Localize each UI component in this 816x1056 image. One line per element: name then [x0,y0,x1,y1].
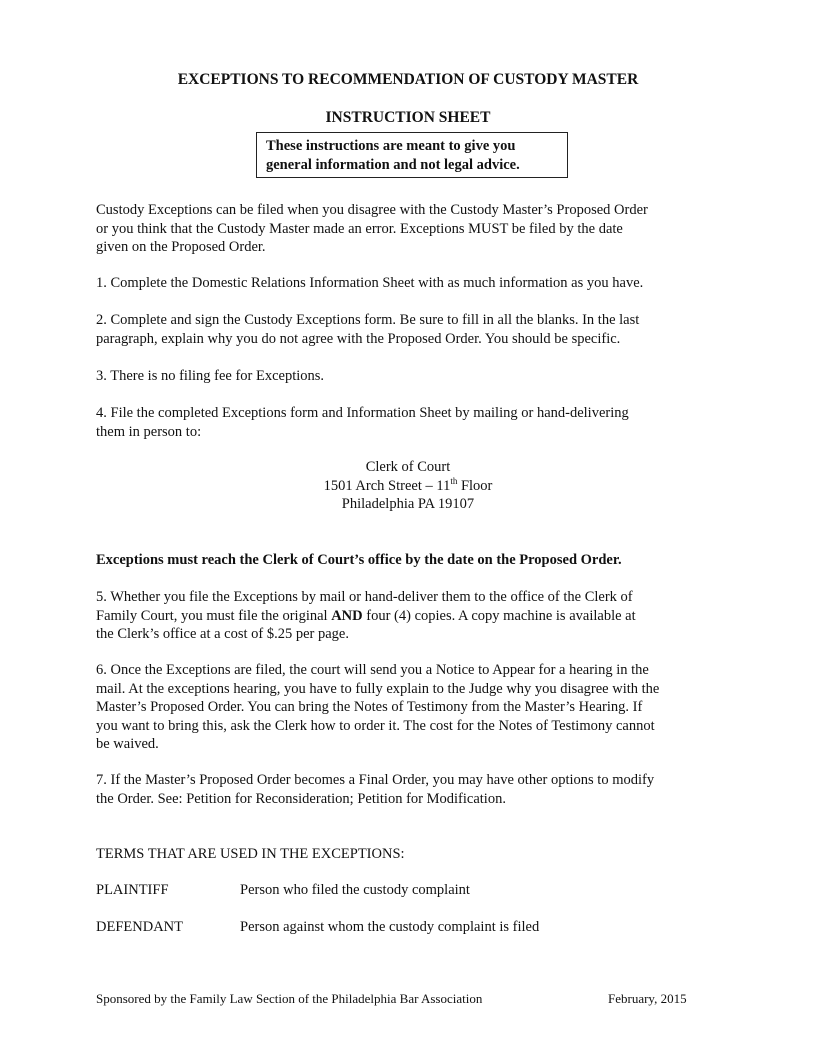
step-5-line-2 [96,607,736,626]
step-1-text: 1. Complete the Domestic Relations Information Sheet with as much information as you have. [96,275,644,291]
page-title: EXCEPTIONS TO RECOMMENDATION OF CUSTODY MASTER [177,71,639,88]
step-7-line-2: the Order. See: Petition for Reconsideration; Petition for Modification. [96,790,506,807]
term-row [96,882,736,899]
address-street-prefix: 1501 Arch Street – 11 [323,477,451,494]
step-5-line-1: 5. Whether you file the Exceptions by mail or hand-deliver them to the office of the Clerk of [96,589,633,605]
step-1 [96,274,736,293]
step-3-text: 3. There is no filing fee for Exceptions. [96,368,325,384]
step-3 [96,367,736,386]
step-5-line-3: the Clerk’s office at a cost of $.25 per page. [96,626,349,642]
footer-date: February, 2015 [608,991,687,1006]
step-5-emphasis: AND [331,607,363,624]
disclaimer-box [256,132,568,178]
intro-line-3: given on the Proposed Order. [96,239,266,255]
intro-line-2: or you think that the Custody Master made an error. Exceptions MUST be filed by the date [96,220,623,237]
step-6-line-1: 6. Once the Exceptions are filed, the court will send you a Notice to Appear for a hearing in the [96,662,649,678]
step-6-line-4: you want to bring this, ask the Clerk how to order it. The cost for the Notes of Testimony cannot [96,717,655,734]
disclaimer-line-2: general information and not legal advice. [266,157,520,173]
footer-sponsor: Sponsored by the Family Law Section of the Philadelphia Bar Association [96,991,483,1006]
step-4-line-2: them in person to: [96,423,202,440]
intro-line-1: Custody Exceptions can be filed when you disagree with the Custody Master’s Proposed Order [96,202,648,218]
address-street [0,477,816,496]
step-2 [96,311,736,348]
step-2-line-1: 2. Complete and sign the Custody Exceptions form. Be sure to fill in all the blanks. In the last [96,312,640,328]
step-6-line-2: mail. At the exceptions hearing, you have to fully explain to the Judge why you disagree with the [96,680,660,697]
intro-paragraph [96,201,736,257]
step-4-line-1: 4. File the completed Exceptions form and Information Sheet by mailing or hand-delivering [96,405,629,421]
step-7 [96,771,736,808]
step-6-line-3: Master’s Proposed Order. You can bring the Notes of Testimony from the Master’s Hearing. If [96,699,643,715]
clerk-address [0,458,816,514]
step-5-line-2-pre: Family Court, you must file the original [96,607,332,624]
step-6-line-5: be waived. [96,736,159,752]
term-row [96,919,736,936]
term-definition: Person who filed the custody complaint [240,882,470,898]
step-6 [96,661,736,754]
step-5-line-2-post: four (4) copies. A copy machine is available at [362,607,636,624]
deadline-warning: Exceptions must reach the Clerk of Court’s office by the date on the Proposed Order. [96,552,622,568]
address-street-suffix: Floor [457,477,493,494]
step-7-line-1: 7. If the Master’s Proposed Order becomes a Final Order, you may have other options to modify [96,772,655,788]
terms-heading: TERMS THAT ARE USED IN THE EXCEPTIONS: [96,846,405,862]
step-4 [96,404,736,441]
disclaimer-line-1: These instructions are meant to give you [266,138,516,154]
address-city: Philadelphia PA 19107 [341,496,475,512]
term-definition: Person against whom the custody complaint is filed [240,919,540,935]
address-street-ordinal: th [450,475,458,486]
address-name: Clerk of Court [365,459,451,475]
step-2-line-2: paragraph, explain why you do not agree with the Proposed Order. You should be specific. [96,330,621,347]
term-label: PLAINTIFF [96,882,169,898]
term-label: DEFENDANT [96,919,183,935]
step-5 [96,588,736,644]
page-subtitle: INSTRUCTION SHEET [325,109,491,126]
